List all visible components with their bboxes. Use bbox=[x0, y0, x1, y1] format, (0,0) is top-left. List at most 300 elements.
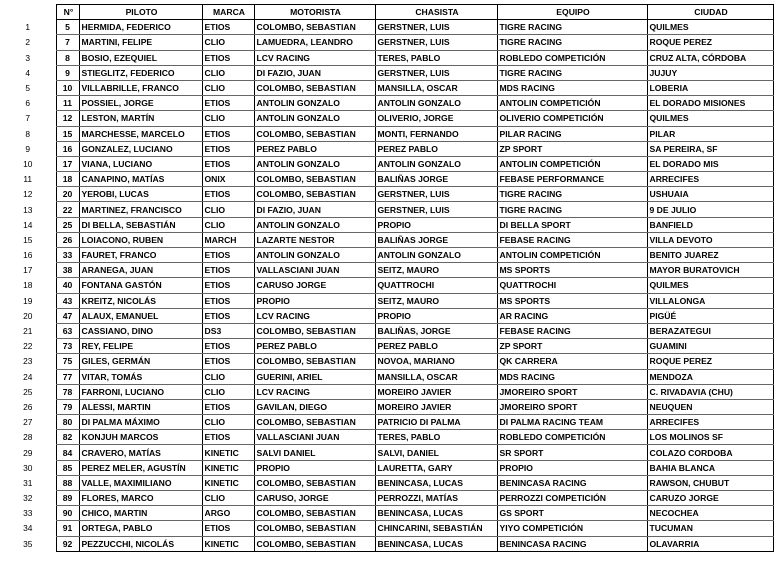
piloto-cell: VITAR, TOMÁS bbox=[79, 369, 202, 384]
car-number: 33 bbox=[56, 248, 79, 263]
table-row bbox=[0, 248, 773, 263]
motorista-cell: LCV RACING bbox=[254, 384, 375, 399]
equipo-cell: JMOREIRO SPORT bbox=[497, 399, 647, 414]
marca-cell: DS3 bbox=[202, 323, 254, 338]
row-index: 4 bbox=[25, 67, 31, 78]
table-row bbox=[0, 263, 773, 278]
equipo-cell: ANTOLIN COMPETICIÓN bbox=[497, 248, 647, 263]
ciudad-cell: CRUZ ALTA, CÓRDOBA bbox=[647, 50, 773, 65]
marca-cell: ETIOS bbox=[202, 339, 254, 354]
chasista-cell: GERSTNER, LUIS bbox=[375, 65, 497, 80]
piloto-cell: DI BELLA, SEBASTIÁN bbox=[79, 217, 202, 232]
row-index: 6 bbox=[25, 98, 31, 109]
row-index: 15 bbox=[23, 234, 33, 245]
chasista-cell: BENINCASA, LUCAS bbox=[375, 475, 497, 490]
ciudad-cell: BAHIA BLANCA bbox=[647, 460, 773, 475]
equipo-cell: TIGRE RACING bbox=[497, 20, 647, 35]
row-index: 23 bbox=[23, 356, 33, 367]
row-index: 27 bbox=[23, 417, 33, 428]
motorista-cell: ANTOLIN GONZALO bbox=[254, 156, 375, 171]
car-number: 92 bbox=[56, 536, 79, 551]
equipo-cell: ROBLEDO COMPETICIÓN bbox=[497, 50, 647, 65]
row-index: 17 bbox=[23, 265, 33, 276]
car-number: 79 bbox=[56, 399, 79, 414]
ciudad-cell: NEUQUEN bbox=[647, 399, 773, 414]
motorista-cell: LAZARTE NESTOR bbox=[254, 232, 375, 247]
ciudad-cell: C. RIVADAVIA (CHU) bbox=[647, 384, 773, 399]
car-number: 40 bbox=[56, 278, 79, 293]
chasista-cell: GERSTNER, LUIS bbox=[375, 20, 497, 35]
ciudad-cell: BERAZATEGUI bbox=[647, 323, 773, 338]
table-row bbox=[0, 323, 773, 338]
piloto-cell: ORTEGA, PABLO bbox=[79, 521, 202, 536]
equipo-cell: MDS RACING bbox=[497, 80, 647, 95]
table-row bbox=[0, 80, 773, 95]
piloto-cell: LESTON, MARTÍN bbox=[79, 111, 202, 126]
piloto-cell: GONZALEZ, LUCIANO bbox=[79, 141, 202, 156]
table-body bbox=[0, 20, 773, 552]
table-row bbox=[0, 50, 773, 65]
motorista-cell: GUERINI, ARIEL bbox=[254, 369, 375, 384]
motorista-cell: COLOMBO, SEBASTIAN bbox=[254, 475, 375, 490]
motorista-cell: COLOMBO, SEBASTIAN bbox=[254, 20, 375, 35]
header-ciudad: CIUDAD bbox=[647, 5, 773, 20]
ciudad-cell: JUJUY bbox=[647, 65, 773, 80]
ciudad-cell: EL DORADO MISIONES bbox=[647, 96, 773, 111]
row-index: 7 bbox=[25, 113, 31, 124]
chasista-cell: SEITZ, MAURO bbox=[375, 293, 497, 308]
motorista-cell: CARUSO, JORGE bbox=[254, 491, 375, 506]
equipo-cell: TIGRE RACING bbox=[497, 35, 647, 50]
table-row bbox=[0, 521, 773, 536]
piloto-cell: PEREZ MELER, AGUSTÍN bbox=[79, 460, 202, 475]
motorista-cell: VALLASCIANI JUAN bbox=[254, 430, 375, 445]
car-number: 17 bbox=[56, 156, 79, 171]
marca-cell: CLIO bbox=[202, 415, 254, 430]
row-index-header bbox=[0, 5, 56, 20]
marca-cell: KINETIC bbox=[202, 475, 254, 490]
chasista-cell: PROPIO bbox=[375, 217, 497, 232]
marca-cell: ETIOS bbox=[202, 263, 254, 278]
motorista-cell: COLOMBO, SEBASTIAN bbox=[254, 354, 375, 369]
row-index: 20 bbox=[23, 310, 33, 321]
marca-cell: ETIOS bbox=[202, 430, 254, 445]
piloto-cell: FAURET, FRANCO bbox=[79, 248, 202, 263]
equipo-cell: MDS RACING bbox=[497, 369, 647, 384]
car-number: 90 bbox=[56, 506, 79, 521]
motorista-cell: ANTOLIN GONZALO bbox=[254, 96, 375, 111]
chasista-cell: MANSILLA, OSCAR bbox=[375, 369, 497, 384]
marca-cell: CLIO bbox=[202, 491, 254, 506]
table-row bbox=[0, 156, 773, 171]
table-row bbox=[0, 339, 773, 354]
equipo-cell: ROBLEDO COMPETICIÓN bbox=[497, 430, 647, 445]
table-row bbox=[0, 96, 773, 111]
car-number: 63 bbox=[56, 323, 79, 338]
table-row bbox=[0, 202, 773, 217]
marca-cell: ETIOS bbox=[202, 96, 254, 111]
marca-cell: CLIO bbox=[202, 80, 254, 95]
equipo-cell: TIGRE RACING bbox=[497, 187, 647, 202]
car-number: 9 bbox=[56, 65, 79, 80]
row-index: 2 bbox=[25, 37, 31, 48]
car-number: 25 bbox=[56, 217, 79, 232]
marca-cell: CLIO bbox=[202, 65, 254, 80]
marca-cell: ARGO bbox=[202, 506, 254, 521]
ciudad-cell: LOS MOLINOS SF bbox=[647, 430, 773, 445]
equipo-cell: ANTOLIN COMPETICIÓN bbox=[497, 96, 647, 111]
marca-cell: ONIX bbox=[202, 172, 254, 187]
piloto-cell: ARANEGA, JUAN bbox=[79, 263, 202, 278]
equipo-cell: TIGRE RACING bbox=[497, 65, 647, 80]
table-row bbox=[0, 278, 773, 293]
piloto-cell: MARTINI, FELIPE bbox=[79, 35, 202, 50]
piloto-cell: MARCHESSE, MARCELO bbox=[79, 126, 202, 141]
piloto-cell: KONJUH MARCOS bbox=[79, 430, 202, 445]
ciudad-cell: PILAR bbox=[647, 126, 773, 141]
row-index: 11 bbox=[23, 174, 33, 185]
ciudad-cell: VILLA DEVOTO bbox=[647, 232, 773, 247]
ciudad-cell: EL DORADO MIS bbox=[647, 156, 773, 171]
motorista-cell: COLOMBO, SEBASTIAN bbox=[254, 126, 375, 141]
piloto-cell: CHICO, MARTIN bbox=[79, 506, 202, 521]
equipo-cell: MS SPORTS bbox=[497, 293, 647, 308]
car-number: 80 bbox=[56, 415, 79, 430]
piloto-cell: PEZZUCCHI, NICOLÁS bbox=[79, 536, 202, 551]
car-number: 82 bbox=[56, 430, 79, 445]
car-number: 11 bbox=[56, 96, 79, 111]
header-motorista: MOTORISTA bbox=[254, 5, 375, 20]
motorista-cell: VALLASCIANI JUAN bbox=[254, 263, 375, 278]
entry-list-table bbox=[0, 4, 774, 552]
equipo-cell: BENINCASA RACING bbox=[497, 536, 647, 551]
marca-cell: ETIOS bbox=[202, 521, 254, 536]
motorista-cell: COLOMBO, SEBASTIAN bbox=[254, 172, 375, 187]
marca-cell: ETIOS bbox=[202, 399, 254, 414]
equipo-cell: TIGRE RACING bbox=[497, 202, 647, 217]
piloto-cell: VIANA, LUCIANO bbox=[79, 156, 202, 171]
ciudad-cell: RAWSON, CHUBUT bbox=[647, 475, 773, 490]
chasista-cell: BALIÑAS, JORGE bbox=[375, 323, 497, 338]
ciudad-cell: BENITO JUAREZ bbox=[647, 248, 773, 263]
row-index: 28 bbox=[23, 432, 33, 443]
piloto-cell: ALAUX, EMANUEL bbox=[79, 308, 202, 323]
ciudad-cell: ROQUE PEREZ bbox=[647, 354, 773, 369]
marca-cell: CLIO bbox=[202, 217, 254, 232]
table-row bbox=[0, 126, 773, 141]
row-index: 14 bbox=[23, 219, 33, 230]
chasista-cell: LAURETTA, GARY bbox=[375, 460, 497, 475]
piloto-cell: KREITZ, NICOLÁS bbox=[79, 293, 202, 308]
row-index: 33 bbox=[23, 508, 33, 519]
table-row bbox=[0, 308, 773, 323]
piloto-cell: YEROBI, LUCAS bbox=[79, 187, 202, 202]
chasista-cell: SALVI, DANIEL bbox=[375, 445, 497, 460]
ciudad-cell: BANFIELD bbox=[647, 217, 773, 232]
header-row bbox=[0, 5, 773, 20]
row-index: 10 bbox=[23, 158, 33, 169]
equipo-cell: YIYO COMPETICIÓN bbox=[497, 521, 647, 536]
ciudad-cell: TUCUMAN bbox=[647, 521, 773, 536]
ciudad-cell: MAYOR BURATOVICH bbox=[647, 263, 773, 278]
car-number: 91 bbox=[56, 521, 79, 536]
row-index: 16 bbox=[23, 250, 33, 261]
motorista-cell: PROPIO bbox=[254, 460, 375, 475]
motorista-cell: LCV RACING bbox=[254, 308, 375, 323]
equipo-cell: ZP SPORT bbox=[497, 339, 647, 354]
ciudad-cell: NECOCHEA bbox=[647, 506, 773, 521]
marca-cell: MARCH bbox=[202, 232, 254, 247]
header-chasista: CHASISTA bbox=[375, 5, 497, 20]
table-row bbox=[0, 536, 773, 551]
equipo-cell: FEBASE PERFORMANCE bbox=[497, 172, 647, 187]
chasista-cell: ANTOLIN GONZALO bbox=[375, 156, 497, 171]
car-number: 10 bbox=[56, 80, 79, 95]
motorista-cell: DI FAZIO, JUAN bbox=[254, 202, 375, 217]
chasista-cell: BENINCASA, LUCAS bbox=[375, 506, 497, 521]
row-index: 3 bbox=[25, 52, 31, 63]
header-number: N° bbox=[56, 5, 79, 20]
table-row bbox=[0, 187, 773, 202]
chasista-cell: QUATTROCHI bbox=[375, 278, 497, 293]
car-number: 38 bbox=[56, 263, 79, 278]
car-number: 12 bbox=[56, 111, 79, 126]
car-number: 88 bbox=[56, 475, 79, 490]
chasista-cell: MANSILLA, OSCAR bbox=[375, 80, 497, 95]
car-number: 26 bbox=[56, 232, 79, 247]
row-index: 21 bbox=[23, 326, 33, 337]
ciudad-cell: OLAVARRIA bbox=[647, 536, 773, 551]
table-row bbox=[0, 399, 773, 414]
motorista-cell: COLOMBO, SEBASTIAN bbox=[254, 506, 375, 521]
chasista-cell: PEREZ PABLO bbox=[375, 141, 497, 156]
marca-cell: ETIOS bbox=[202, 156, 254, 171]
motorista-cell: GAVILAN, DIEGO bbox=[254, 399, 375, 414]
equipo-cell: ANTOLIN COMPETICIÓN bbox=[497, 156, 647, 171]
motorista-cell: DI FAZIO, JUAN bbox=[254, 65, 375, 80]
car-number: 8 bbox=[56, 50, 79, 65]
row-index: 30 bbox=[23, 462, 33, 473]
equipo-cell: QUATTROCHI bbox=[497, 278, 647, 293]
piloto-cell: LOIACONO, RUBEN bbox=[79, 232, 202, 247]
marca-cell: ETIOS bbox=[202, 248, 254, 263]
marca-cell: ETIOS bbox=[202, 354, 254, 369]
table-row bbox=[0, 293, 773, 308]
chasista-cell: SEITZ, MAURO bbox=[375, 263, 497, 278]
equipo-cell: BENINCASA RACING bbox=[497, 475, 647, 490]
piloto-cell: POSSIEL, JORGE bbox=[79, 96, 202, 111]
ciudad-cell: VILLALONGA bbox=[647, 293, 773, 308]
chasista-cell: MOREIRO JAVIER bbox=[375, 384, 497, 399]
ciudad-cell: GUAMINI bbox=[647, 339, 773, 354]
equipo-cell: DI BELLA SPORT bbox=[497, 217, 647, 232]
row-index: 13 bbox=[23, 204, 33, 215]
piloto-cell: MARTINEZ, FRANCISCO bbox=[79, 202, 202, 217]
row-index: 34 bbox=[23, 523, 33, 534]
table-row bbox=[0, 217, 773, 232]
chasista-cell: GERSTNER, LUIS bbox=[375, 35, 497, 50]
ciudad-cell: QUILMES bbox=[647, 111, 773, 126]
chasista-cell: PEREZ PABLO bbox=[375, 339, 497, 354]
table-row bbox=[0, 384, 773, 399]
chasista-cell: OLIVERIO, JORGE bbox=[375, 111, 497, 126]
motorista-cell: COLOMBO, SEBASTIAN bbox=[254, 187, 375, 202]
equipo-cell: ZP SPORT bbox=[497, 141, 647, 156]
chasista-cell: MONTI, FERNANDO bbox=[375, 126, 497, 141]
header-marca: MARCA bbox=[202, 5, 254, 20]
equipo-cell: AR RACING bbox=[497, 308, 647, 323]
row-index: 5 bbox=[25, 83, 31, 94]
marca-cell: CLIO bbox=[202, 35, 254, 50]
ciudad-cell: QUILMES bbox=[647, 278, 773, 293]
car-number: 15 bbox=[56, 126, 79, 141]
table-row bbox=[0, 369, 773, 384]
car-number: 84 bbox=[56, 445, 79, 460]
table-row bbox=[0, 430, 773, 445]
chasista-cell: TERES, PABLO bbox=[375, 50, 497, 65]
marca-cell: CLIO bbox=[202, 202, 254, 217]
car-number: 89 bbox=[56, 491, 79, 506]
ciudad-cell: ROQUE PEREZ bbox=[647, 35, 773, 50]
motorista-cell: SALVI DANIEL bbox=[254, 445, 375, 460]
ciudad-cell: QUILMES bbox=[647, 20, 773, 35]
piloto-cell: CANAPINO, MATÍAS bbox=[79, 172, 202, 187]
marca-cell: CLIO bbox=[202, 384, 254, 399]
ciudad-cell: SA PEREIRA, SF bbox=[647, 141, 773, 156]
row-index: 12 bbox=[23, 189, 33, 200]
entry-list-sheet bbox=[0, 4, 774, 552]
piloto-cell: BOSIO, EZEQUIEL bbox=[79, 50, 202, 65]
marca-cell: KINETIC bbox=[202, 536, 254, 551]
table-row bbox=[0, 111, 773, 126]
car-number: 5 bbox=[56, 20, 79, 35]
marca-cell: ETIOS bbox=[202, 187, 254, 202]
equipo-cell: QK CARRERA bbox=[497, 354, 647, 369]
motorista-cell: PEREZ PABLO bbox=[254, 339, 375, 354]
car-number: 43 bbox=[56, 293, 79, 308]
marca-cell: CLIO bbox=[202, 111, 254, 126]
chasista-cell: BALIÑAS JORGE bbox=[375, 232, 497, 247]
piloto-cell: REY, FELIPE bbox=[79, 339, 202, 354]
piloto-cell: STIEGLITZ, FEDERICO bbox=[79, 65, 202, 80]
row-index: 35 bbox=[23, 538, 33, 549]
ciudad-cell: ARRECIFES bbox=[647, 415, 773, 430]
row-index: 8 bbox=[25, 128, 31, 139]
piloto-cell: VALLE, MAXIMILIANO bbox=[79, 475, 202, 490]
table-row bbox=[0, 35, 773, 50]
table-row bbox=[0, 506, 773, 521]
equipo-cell: DI PALMA RACING TEAM bbox=[497, 415, 647, 430]
ciudad-cell: 9 DE JULIO bbox=[647, 202, 773, 217]
car-number: 7 bbox=[56, 35, 79, 50]
table-row bbox=[0, 460, 773, 475]
ciudad-cell: CARUZO JORGE bbox=[647, 491, 773, 506]
ciudad-cell: USHUAIA bbox=[647, 187, 773, 202]
chasista-cell: ANTOLIN GONZALO bbox=[375, 96, 497, 111]
piloto-cell: FLORES, MARCO bbox=[79, 491, 202, 506]
motorista-cell: CARUSO JORGE bbox=[254, 278, 375, 293]
header-piloto: PILOTO bbox=[79, 5, 202, 20]
car-number: 85 bbox=[56, 460, 79, 475]
equipo-cell: PROPIO bbox=[497, 460, 647, 475]
marca-cell: ETIOS bbox=[202, 278, 254, 293]
equipo-cell: OLIVERIO COMPETICIÓN bbox=[497, 111, 647, 126]
ciudad-cell: MENDOZA bbox=[647, 369, 773, 384]
chasista-cell: BENINCASA, LUCAS bbox=[375, 536, 497, 551]
equipo-cell: FEBASE RACING bbox=[497, 232, 647, 247]
motorista-cell: COLOMBO, SEBASTIAN bbox=[254, 521, 375, 536]
car-number: 75 bbox=[56, 354, 79, 369]
row-index: 31 bbox=[23, 477, 33, 488]
row-index: 22 bbox=[23, 341, 33, 352]
row-index: 9 bbox=[25, 143, 31, 154]
car-number: 77 bbox=[56, 369, 79, 384]
table-row bbox=[0, 445, 773, 460]
row-index: 24 bbox=[23, 371, 33, 382]
motorista-cell: COLOMBO, SEBASTIAN bbox=[254, 323, 375, 338]
table-row bbox=[0, 172, 773, 187]
chasista-cell: PATRICIO DI PALMA bbox=[375, 415, 497, 430]
marca-cell: ETIOS bbox=[202, 20, 254, 35]
marca-cell: ETIOS bbox=[202, 308, 254, 323]
equipo-cell: JMOREIRO SPORT bbox=[497, 384, 647, 399]
equipo-cell: MS SPORTS bbox=[497, 263, 647, 278]
piloto-cell: VILLABRILLE, FRANCO bbox=[79, 80, 202, 95]
piloto-cell: FONTANA GASTÓN bbox=[79, 278, 202, 293]
motorista-cell: ANTOLIN GONZALO bbox=[254, 217, 375, 232]
table-row bbox=[0, 415, 773, 430]
header-equipo: EQUIPO bbox=[497, 5, 647, 20]
row-index: 26 bbox=[23, 401, 33, 412]
table-row bbox=[0, 354, 773, 369]
ciudad-cell: PIGÜÉ bbox=[647, 308, 773, 323]
motorista-cell: PEREZ PABLO bbox=[254, 141, 375, 156]
row-index: 29 bbox=[23, 447, 33, 458]
equipo-cell: SR SPORT bbox=[497, 445, 647, 460]
piloto-cell: ALESSI, MARTIN bbox=[79, 399, 202, 414]
piloto-cell: GILES, GERMÁN bbox=[79, 354, 202, 369]
equipo-cell: FEBASE RACING bbox=[497, 323, 647, 338]
equipo-cell: PILAR RACING bbox=[497, 126, 647, 141]
marca-cell: KINETIC bbox=[202, 445, 254, 460]
motorista-cell: PROPIO bbox=[254, 293, 375, 308]
piloto-cell: DI PALMA MÁXIMO bbox=[79, 415, 202, 430]
motorista-cell: LAMUEDRA, LEANDRO bbox=[254, 35, 375, 50]
marca-cell: ETIOS bbox=[202, 141, 254, 156]
car-number: 47 bbox=[56, 308, 79, 323]
marca-cell: ETIOS bbox=[202, 293, 254, 308]
piloto-cell: FARRONI, LUCIANO bbox=[79, 384, 202, 399]
marca-cell: ETIOS bbox=[202, 50, 254, 65]
marca-cell: ETIOS bbox=[202, 126, 254, 141]
row-index: 19 bbox=[23, 295, 33, 306]
table-row bbox=[0, 141, 773, 156]
piloto-cell: HERMIDA, FEDERICO bbox=[79, 20, 202, 35]
row-index: 1 bbox=[25, 22, 31, 33]
chasista-cell: BALIÑAS JORGE bbox=[375, 172, 497, 187]
chasista-cell: GERSTNER, LUIS bbox=[375, 187, 497, 202]
car-number: 20 bbox=[56, 187, 79, 202]
car-number: 22 bbox=[56, 202, 79, 217]
row-index: 32 bbox=[23, 493, 33, 504]
chasista-cell: NOVOA, MARIANO bbox=[375, 354, 497, 369]
chasista-cell: PROPIO bbox=[375, 308, 497, 323]
table-row bbox=[0, 491, 773, 506]
marca-cell: CLIO bbox=[202, 369, 254, 384]
motorista-cell: ANTOLIN GONZALO bbox=[254, 248, 375, 263]
table-row bbox=[0, 65, 773, 80]
chasista-cell: TERES, PABLO bbox=[375, 430, 497, 445]
